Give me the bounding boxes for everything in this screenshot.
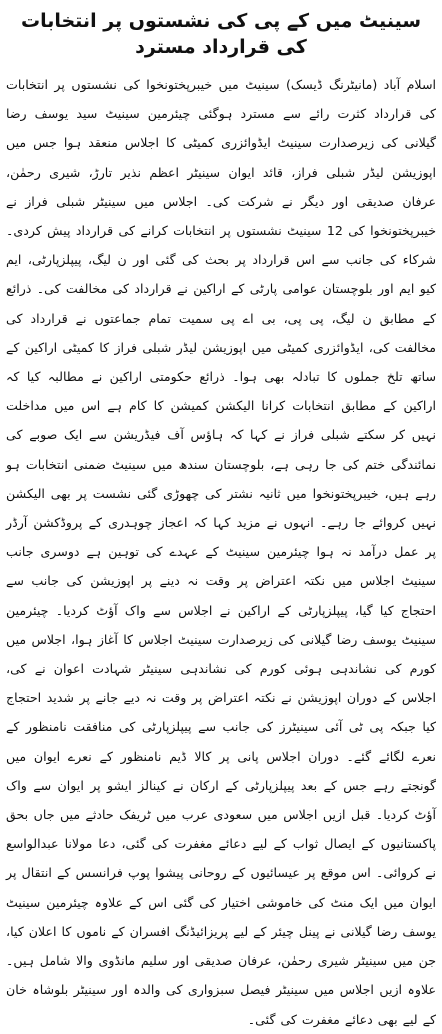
article-headline: سینیٹ میں کے پی کی نشستوں پر انتخابات کی قرارداد مسترد (20, 10, 422, 58)
article-body: اسلام آباد (مانیٹرنگ ڈیسک) سینیٹ میں خیبرپختونخوا کی نشستوں پر انتخابات کی قرارداد کثرت رائے سے مسترد ہوگئی چیئرمین سینیٹ سید یوسف رضا گیلانی کی زیرصدارت سینیٹ ایڈوائزری کمیٹی کا اجلاس منعقد ہوا جس میں اپوزیشن لیڈر شبلی فراز، قائد ایوان سینیٹر اعظم نذیر تارڑ، شیری رحمٰن، عرفان صدیقی اور دیگر نے شرکت کی۔ اجلاس میں سینیٹر شبلی فراز نے خیبرپختونخوا کی 12 سینیٹ نشستوں پر انتخابات کرانے کی قرارداد پیش کردی۔ شرکاء کی جانب سے اس قرارداد پر بحث کی گئی اور ن لیگ، پیپلزپارٹی، ایم کیو ایم اور بلوچستان عوامی پارٹی کے اراکین نے قرارداد کی مخالفت کی۔ ذرائع کے مطابق ن لیگ، پی پی، بی اے پی سمیت تمام جماعتوں نے قرارداد کی مخالفت کی، ایڈوائزری کمیٹی میں اپوزیشن لیڈر شبلی فراز کا کمیٹی اراکین کے ساتھ تلخ جملوں کا تبادلہ بھی ہوا۔ ذرائع حکومتی اراکین نے مطالبہ کیا کہ اراکین کے مطابق انتخابات کرانا الیکشن کمیشن کا کام ہے اس میں مداخلت نہیں کر سکتے شبلی فراز نے کہا کہ ہاؤس آف فیڈریشن سے ایک صوبے کی نمائندگی ختم کی جا رہی ہے، بلوچستان سندھ میں سینیٹ ضمنی انتخابات ہو رہے ہیں، خیبرپختونخوا میں ثانیہ نشتر کی چھوڑی گئی نشست پر بھی الیکشن نہیں کروائے جا رہے۔ انہوں نے مزید کہا کہ اعجاز چوہدری کے پروڈکشن آرڈر پر عمل درآمد نہ ہوا چیئرمین سینیٹ کے عہدے کی توہین ہے دوسری جانب سینیٹ اجلاس میں نکتہ اعتراض پر وقت نہ دینے پر اپوزیشن کی جانب سے احتجاج کیا گیا، پیپلزپارٹی کے اراکین نے اجلاس سے واک آؤٹ کردیا۔ چیئرمین سینیٹ یوسف رضا گیلانی کی زیرصدارت سینیٹ اجلاس کا آغاز ہوا، اجلاس میں کورم کی نشاندہی ہوئی کورم کی نشاندہی سینیٹر شہادت اعوان نے کی، اجلاس کے دوران اپوزیشن نے نکتہ اعتراض پر وقت نہ دیے جانے پر شدید احتجاج کیا جبکہ پی ٹی آئی سینیٹرز کی جانب سے پیپلزپارٹی کی منافقت نامنظور کے نعرے لگائے گئے۔ دوران اجلاس پانی پر کالا ڈیم نامنظور کے نعرے ایوان میں گونجتے رہے جس کے بعد پیپلزپارٹی کے ارکان نے کینالز ایشو پر ایوان سے واک آؤٹ کردیا۔ قبل ازیں اجلاس میں سعودی عرب میں ٹریفک حادثے میں جاں بحق پاکستانیوں کے ایصال ثواب کے لیے دعائے مغفرت کی گئی، دعا مولانا عبدالواسع نے کروائی۔ اس موقع پر عیسائیوں کے روحانی پیشوا پوپ فرانسس کے انتقال پر ایوان میں ایک منٹ کی خاموشی اختیار کی گئی اس کے علاوہ چیئرمین سینیٹ یوسف رضا گیلانی نے پینل چیئر کے لیے پریزائیڈنگ افسران کے ناموں کا اعلان کیا، جن میں سینیٹر شیری رحمٰن، عرفان صدیقی اور سلیم مانڈوی والا شامل ہیں۔ علاوہ ازیں اجلاس میں سینیٹر فیصل سبزواری کی والدہ اور سینیٹر بلوشاہ خان کے لیے بھی دعائے مغفرت کی گئی۔ (6, 77, 436, 1027)
news-clipping (6, 6, 436, 1027)
